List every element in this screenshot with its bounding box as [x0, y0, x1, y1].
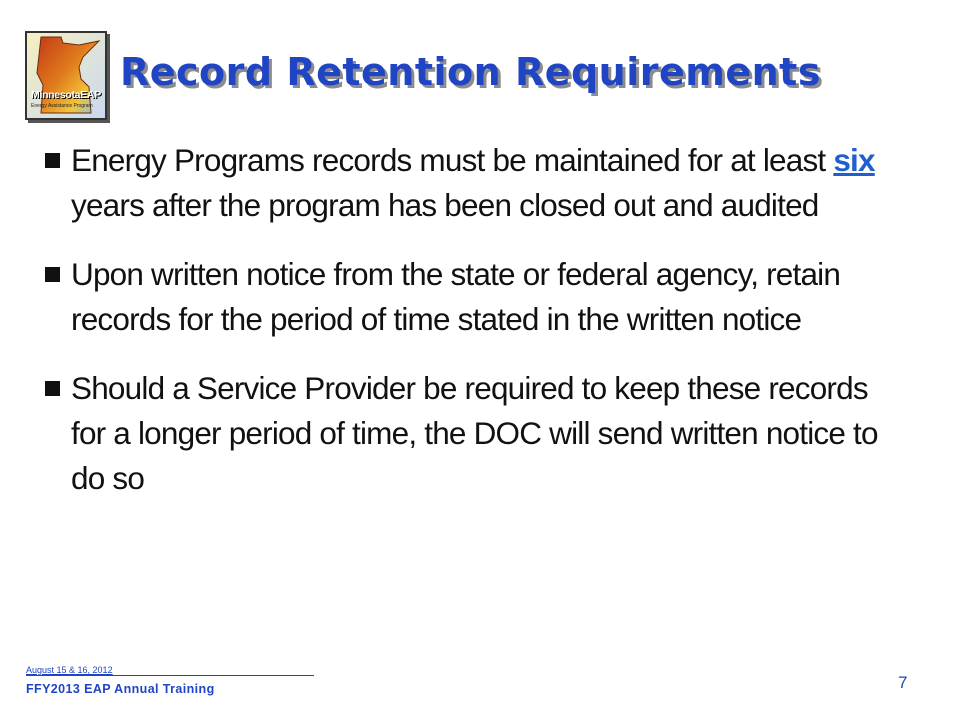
bullet-list	[42, 138, 902, 525]
square-bullet-icon	[45, 381, 60, 396]
footer-event-title: FFY2013 EAP Annual Training	[26, 682, 215, 696]
highlighted-term: six	[833, 142, 875, 178]
bullet-item	[42, 366, 902, 501]
square-bullet-icon	[45, 153, 60, 168]
bullet-text-continued: years after the program has been closed out and audited	[71, 187, 819, 223]
square-bullet-icon	[45, 267, 60, 282]
bullet-text: Should a Service Provider be required to keep these records for a longer period of time, the DOC will send written notice to do so	[71, 370, 878, 496]
bullet-text: Energy Programs records must be maintained for at least	[71, 142, 834, 178]
footer-date-text: August 15 & 16, 2012	[26, 665, 113, 675]
bullet-item	[42, 252, 902, 342]
footer-date	[26, 665, 314, 676]
slide-title: Record Retention Requirements	[120, 50, 821, 94]
page-number: 7	[898, 673, 908, 692]
logo-name: MinnesotaEAP	[31, 89, 101, 101]
bullet-text: Upon written notice from the state or federal agency, retain records for the period of time stated in the written notice	[71, 256, 841, 337]
bullet-item	[42, 138, 902, 228]
logo-subtitle: Energy Assistance Program	[31, 103, 93, 109]
minnesota-eap-logo	[25, 31, 107, 120]
